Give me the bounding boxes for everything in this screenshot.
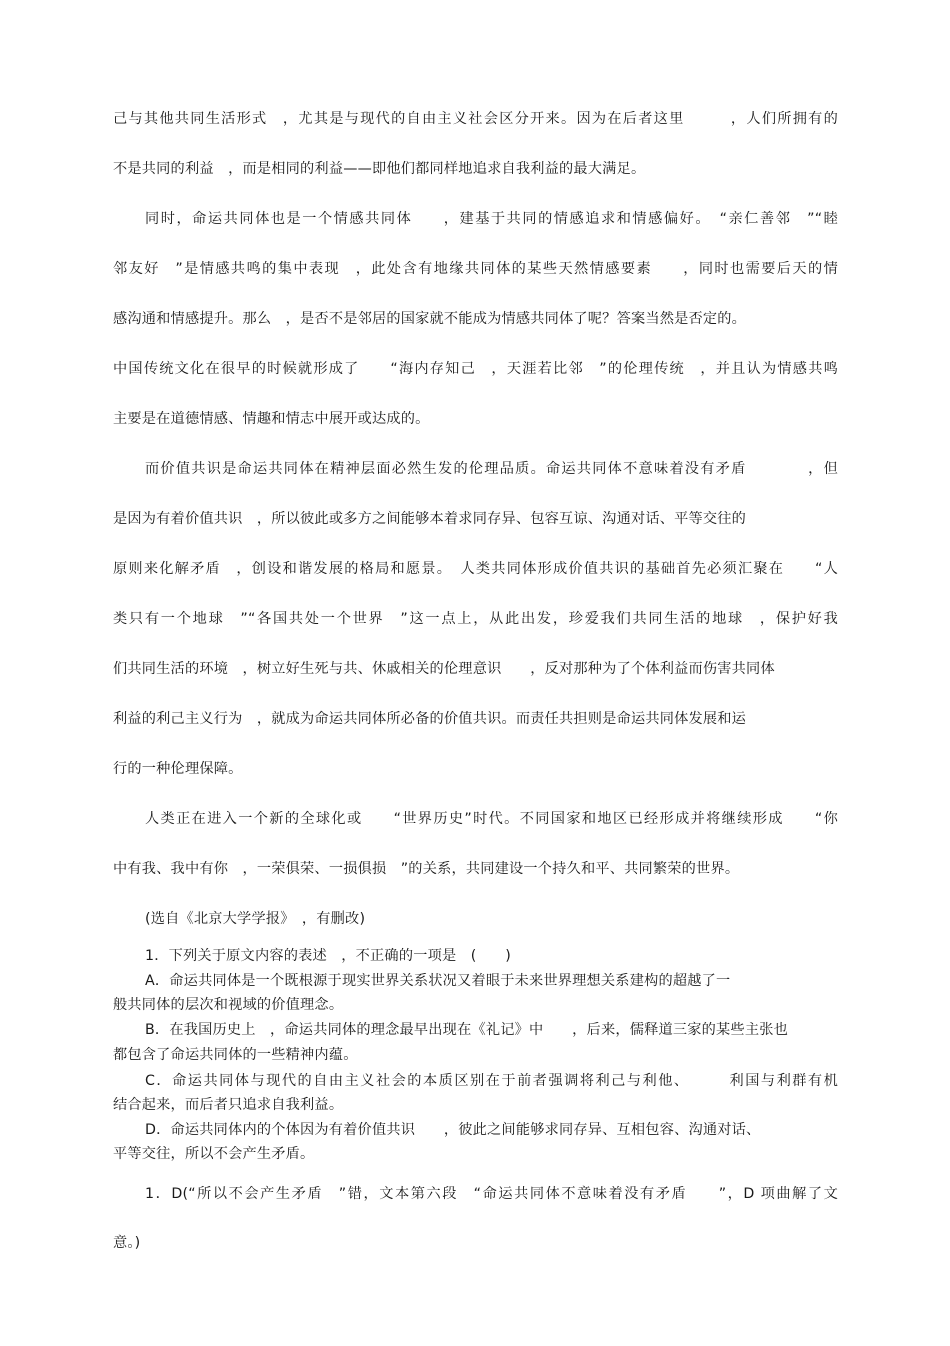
paragraph-line: 是因为有着价值共识 ，所以彼此或多方之间能够本着求同存异、包容互谅、沟通对话、平等交往的 xyxy=(113,511,747,527)
answer-explanation-cont: 意。) xyxy=(113,1235,141,1251)
paragraph-line: 人类正在进入一个新的全球化或 “世界历史”时代。不同国家和地区已经形成并将继续形成 “你 xyxy=(145,811,838,827)
option-d: D．命运共同体内的个体因为有着价值共识 ，彼此之间能够求同存异、互相包容、沟通对话、 xyxy=(145,1122,761,1138)
paragraph-line: 主要是在道德情感、情趣和情志中展开或达成的。 xyxy=(113,411,430,427)
paragraph-line: 中国传统文化在很早的时候就形成了 “海内存知己 ，天涯若比邻 ”的伦理传统 ，并且认为情感共鸣 xyxy=(113,361,838,377)
paragraph-line: 不是共同的利益 ，而是相同的利益——即他们都同样地追求自我利益的最大满足。 xyxy=(113,161,646,177)
paragraph-line: 类只有一个地球 ”“各国共处一个世界 ”这一点上，从此出发，珍爱我们共同生活的地球 ，保护好我 xyxy=(113,611,838,627)
source-citation: (选自《北京大学学报》 ，有删改) xyxy=(145,911,366,927)
option-a-cont: 般共同体的层次和视域的价值理念。 xyxy=(113,997,344,1013)
paragraph-line: 感沟通和情感提升。那么 ，是否不是邻居的国家就不能成为情感共同体了呢？答案当然是否定的。 xyxy=(113,311,747,327)
paragraph-line: 们共同生活的环境 ，树立好生死与共、休戚相关的伦理意识 ，反对那种为了个体利益而伤害共同体 xyxy=(113,661,775,677)
paragraph-line: 邻友好 ”是情感共鸣的集中表现 ，此处含有地缘共同体的某些天然情感要素 ，同时也需要后天的情 xyxy=(113,261,838,277)
option-c-cont: 结合起来，而后者只追求自我利益。 xyxy=(113,1097,344,1113)
paragraph-line: 而价值共识是命运共同体在精神层面必然生发的伦理品质。命运共同体不意味着没有矛盾 ，但 xyxy=(145,461,838,477)
paragraph-line: 己与其他共同生活形式 ，尤其是与现代的自由主义社会区分开来。因为在后者这里 ，人们所拥有的 xyxy=(113,111,838,127)
option-c: C．命运共同体与现代的自由主义社会的本质区别在于前者强调将利己与利他、 利国与利群有机 xyxy=(145,1073,838,1089)
question-stem: 1．下列关于原文内容的表述 ，不正确的一项是 ( ) xyxy=(145,948,511,964)
option-a: A．命运共同体是一个既根源于现实世界关系状况又着眼于未来世界理想关系建构的超越了一 xyxy=(145,973,731,989)
paragraph-line: 同时，命运共同体也是一个情感共同体 ，建基于共同的情感追求和情感偏好。 “亲仁善邻 ”“睦 xyxy=(145,211,838,227)
option-b-cont: 都包含了命运共同体的一些精神内蕴。 xyxy=(113,1047,358,1063)
paragraph-line: 行的一种伦理保障。 xyxy=(113,761,243,777)
option-d-cont: 平等交往，所以不会产生矛盾。 xyxy=(113,1146,315,1162)
paragraph-line: 原则来化解矛盾 ，创设和谐发展的格局和愿景。 人类共同体形成价值共识的基础首先必须汇聚在 “人 xyxy=(113,561,838,577)
paragraph-line: 利益的利己主义行为 ，就成为命运共同体所必备的价值共识。而责任共担则是命运共同体发展和运 xyxy=(113,711,747,727)
paragraph-line: 中有我、我中有你 ，一荣俱荣、一损俱损 ”的关系，共同建设一个持久和平、共同繁荣的世界。 xyxy=(113,861,740,877)
option-b: B．在我国历史上 ，命运共同体的理念最早出现在《礼记》中 ，后来，儒释道三家的某些主张也 xyxy=(145,1022,788,1038)
answer-explanation: 1．D(“所以不会产生矛盾 ”错，文本第六段 “命运共同体不意味着没有矛盾 ”，D 项曲解了文 xyxy=(145,1186,838,1202)
